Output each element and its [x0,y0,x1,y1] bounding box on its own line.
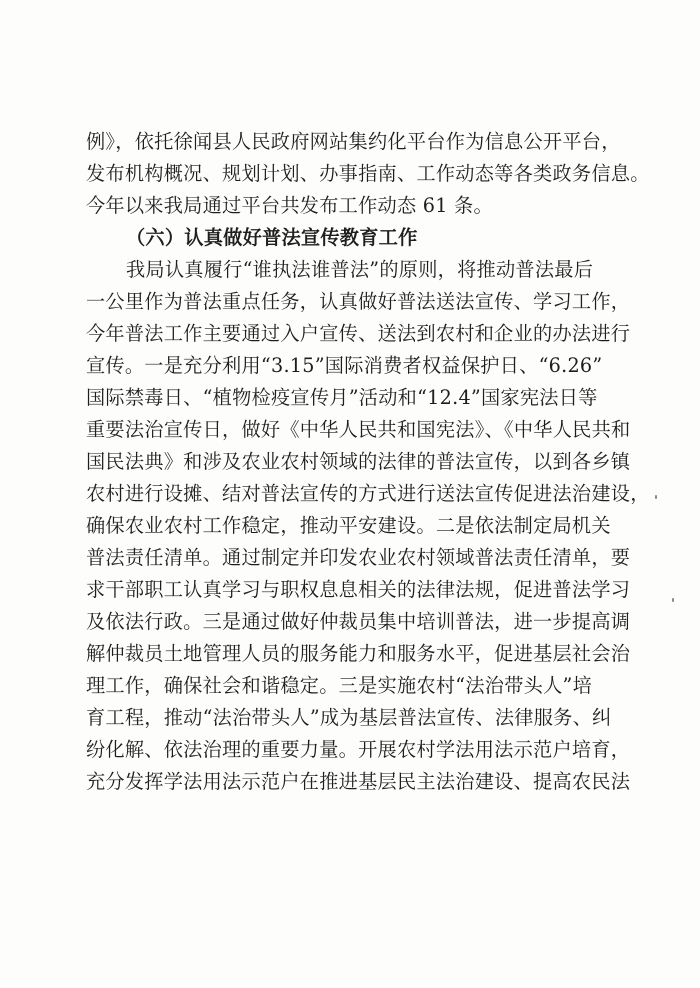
text-line-1: 例》，依托徐闻县人民政府网站集约化平台作为信息公开平台， [86,130,621,153]
text-line-17: 解仲裁员土地管理人员的服务能力和服务水平，促进基层社会治 [86,642,631,665]
text-line-9: 国际禁毒日、“植物检疫宣传月”活动和“12.4”国家宪法日等 [86,386,598,409]
text-line-16: 及依法行政。三是通过做好仲裁员集中培训普法，进一步提高调 [86,610,631,633]
text-line-7: 今年普法工作主要通过入户宣传、送法到农村和企业的办法进行 [86,322,631,345]
section-heading: （六）认真做好普法宣传教育工作 [126,226,418,249]
text-line-12: 农村进行设摊、结对普法宣传的方式进行送法宣传促进法治建设， [86,482,650,505]
text-line-13: 确保农业农村工作稳定，推动平安建设。二是依法制定局机关 [86,514,611,537]
text-line-6: 一公里作为普法重点任务，认真做好普法送法宣传、学习工作， [86,290,631,313]
scan-speck [672,598,674,602]
scan-speck [655,495,657,499]
text-line-10: 重要法治宣传日，做好《中华人民共和国宪法》、《中华人民共和 [86,418,631,441]
text-line-3: 今年以来我局通过平台共发布工作动态 61 条。 [86,194,493,217]
text-line-8: 宣传。一是充分利用“3.15”国际消费者权益保护日、“6.26” [86,354,603,377]
text-line-2: 发布机构概况、规划计划、办事指南、工作动态等各类政务信息。 [86,162,650,185]
text-line-15: 求干部职工认真学习与职权息息相关的法律法规，促进普法学习 [86,578,631,601]
text-line-18: 理工作，确保社会和谐稳定。三是实施农村“法治带头人”培 [86,674,593,697]
text-line-19: 育工程，推动“法治带头人”成为基层普法宣传、法律服务、纠 [86,706,612,729]
text-line-20: 纷化解、依法治理的重要力量。开展农村学法用法示范户培育， [86,738,631,761]
body-text [86,126,650,798]
text-line-21: 充分发挥学法用法示范户在推进基层民主法治建设、提高农民法 [86,770,631,793]
paragraph-first-line: 我局认真履行“谁执法谁普法”的原则，将推动普法最后 [126,258,594,281]
text-line-14: 普法责任清单。通过制定并印发农业农村领域普法责任清单，要 [86,546,631,569]
text-line-11: 国民法典》和涉及农业农村领域的法律的普法宣传，以到各乡镇 [86,450,631,473]
